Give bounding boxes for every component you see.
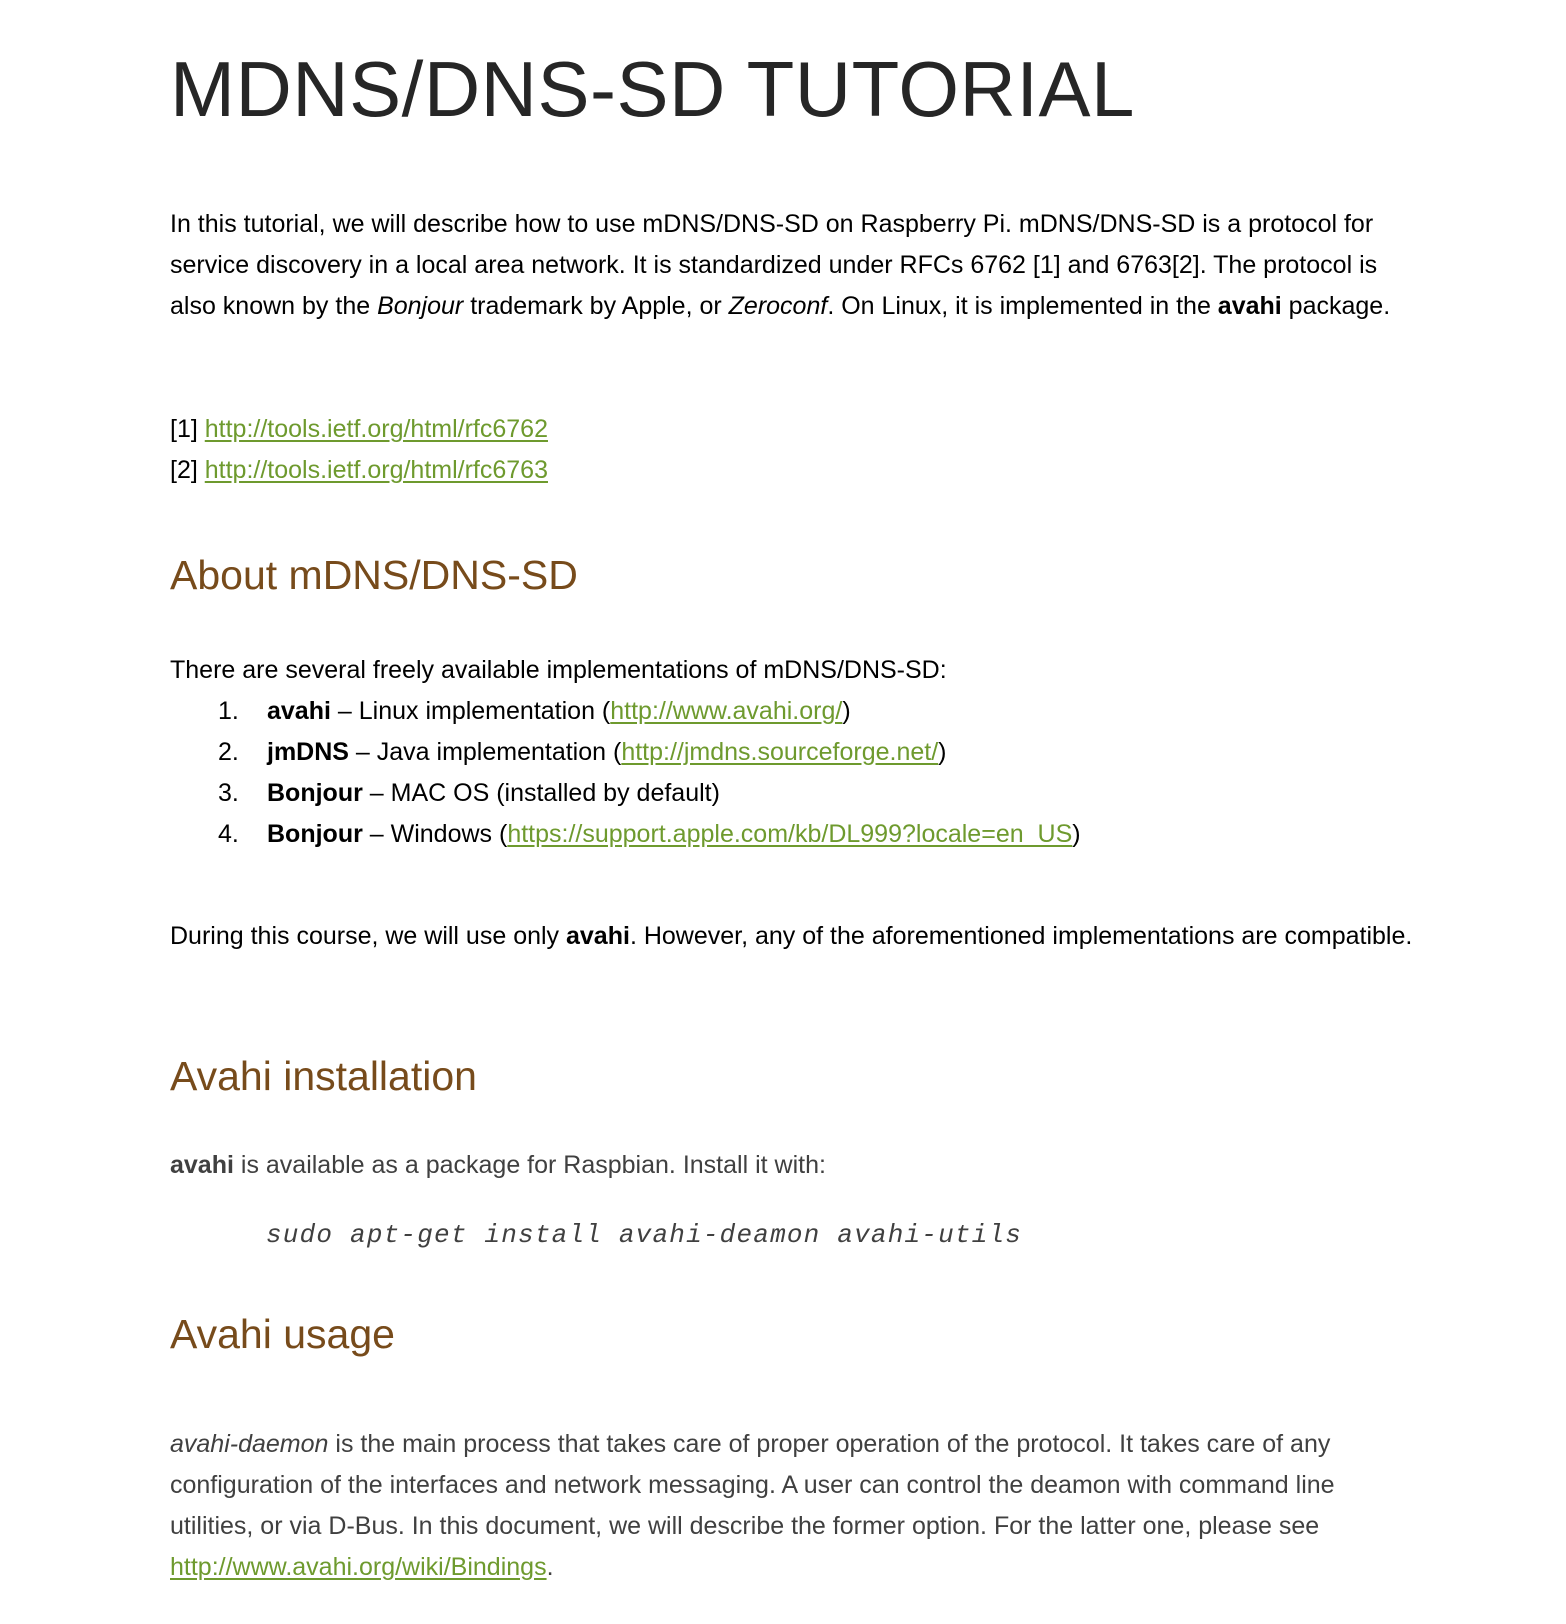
install-command: sudo apt-get install avahi-deamon avahi-utils <box>266 1220 1023 1250</box>
bindings-link[interactable]: http://www.avahi.org/wiki/Bindings <box>170 1553 547 1581</box>
list-item-desc: – MAC OS (installed by default) <box>362 779 720 807</box>
usage-heading-block <box>170 1311 1420 1357</box>
list-item-desc: – Java implementation ( <box>348 738 622 766</box>
list-item <box>170 773 1420 814</box>
reference-1-label: [1] <box>170 415 205 443</box>
reference-1 <box>170 409 1420 450</box>
install-paragraph <box>170 1145 1420 1186</box>
intro-text-4: package. <box>1281 292 1391 320</box>
list-item-link[interactable]: http://www.avahi.org/ <box>610 697 843 725</box>
course-paragraph-block <box>170 916 1420 957</box>
usage-end: . <box>546 1553 554 1581</box>
install-paragraph-block <box>170 1145 1420 1186</box>
list-item-close: ) <box>842 697 851 725</box>
list-item-name: Bonjour <box>267 820 363 848</box>
usage-heading: Avahi usage <box>170 1311 395 1357</box>
course-text-2: . However, any of the aforementioned implementations are compatible. <box>629 922 1413 950</box>
install-heading-block <box>170 1053 1420 1099</box>
install-avahi: avahi <box>170 1151 234 1179</box>
intro-avahi: avahi <box>1217 292 1282 320</box>
usage-paragraph <box>170 1424 1420 1588</box>
course-paragraph <box>170 916 1420 957</box>
implementations-list <box>170 691 1420 855</box>
list-item-number: 4. <box>218 820 239 848</box>
reference-2-link[interactable]: http://tools.ietf.org/html/rfc6763 <box>204 456 548 484</box>
about-heading: About mDNS/DNS-SD <box>170 552 578 598</box>
usage-paragraph-block <box>170 1424 1420 1588</box>
about-heading-block <box>170 552 1420 598</box>
list-item-number: 2. <box>218 738 239 766</box>
list-item-number: 3. <box>218 779 239 807</box>
usage-text: is the main process that takes care of proper operation of the protocol. It takes care of any configuration of the interfaces and network messaging. A user can control the deamon with command line utilities, or via D-Bus. In this document, we will describe the former option. For the latter one, please see <box>170 1430 1335 1540</box>
implementations-lead: There are several freely available implementations of mDNS/DNS-SD: <box>170 656 947 684</box>
list-item-name: jmDNS <box>267 738 349 766</box>
reference-2 <box>170 450 1420 491</box>
list-item-close: ) <box>938 738 947 766</box>
usage-daemon: avahi-daemon <box>170 1430 329 1458</box>
list-item <box>170 814 1420 855</box>
implementations-block <box>170 650 1420 855</box>
intro-text-1: In this tutorial, we will describe how to use mDNS/DNS-SD on Raspberry Pi. mDNS/DNS-SD is a protocol for service discovery in a local area network. It is standardized under RFCs 6762 [1] and 6763[2]. The protocol is also known by the <box>170 210 1378 320</box>
intro-text-3: . On Linux, it is implemented in the <box>827 292 1218 320</box>
course-text-1: During this course, we will use only <box>170 922 566 950</box>
list-item-name: Bonjour <box>267 779 363 807</box>
list-item-name: avahi <box>267 697 331 725</box>
reference-1-link[interactable]: http://tools.ietf.org/html/rfc6762 <box>204 415 548 443</box>
list-item <box>170 732 1420 773</box>
intro-zeroconf: Zeroconf <box>728 292 828 320</box>
intro-paragraph-block <box>170 204 1420 327</box>
reference-2-label: [2] <box>170 456 205 484</box>
course-avahi: avahi <box>566 922 630 950</box>
references-block <box>170 409 1420 491</box>
install-heading: Avahi installation <box>170 1053 477 1099</box>
intro-bonjour: Bonjour <box>377 292 464 320</box>
intro-text-2: trademark by Apple, or <box>463 292 729 320</box>
list-item-desc: – Windows ( <box>362 820 508 848</box>
list-item-desc: – Linux implementation ( <box>330 697 611 725</box>
list-item-close: ) <box>1072 820 1081 848</box>
list-item-link[interactable]: https://support.apple.com/kb/DL999?locale=en_US <box>507 820 1073 848</box>
intro-paragraph <box>170 204 1420 327</box>
document-title: MDNS/DNS-SD TUTORIAL <box>170 45 1135 133</box>
list-item-link[interactable]: http://jmdns.sourceforge.net/ <box>621 738 939 766</box>
list-item-number: 1. <box>218 697 239 725</box>
list-item <box>170 691 1420 732</box>
document-title-block <box>170 45 1420 133</box>
install-text: is available as a package for Raspbian. Install it with: <box>233 1151 826 1179</box>
